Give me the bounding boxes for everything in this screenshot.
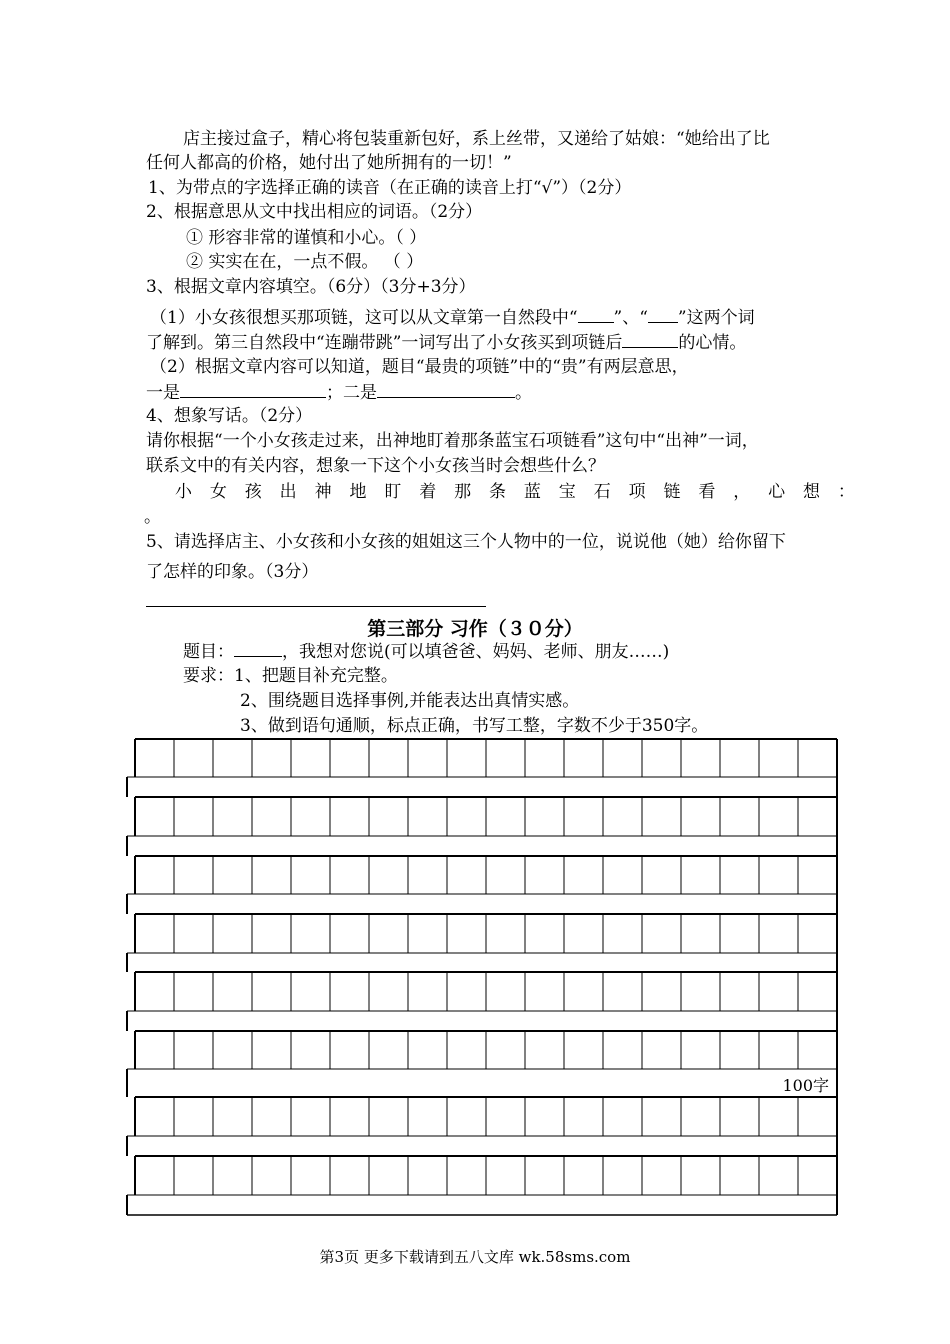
question-3-title: 3、根据文章内容填空。（6分）（3分+3分） bbox=[146, 277, 476, 297]
prompt-char: 石 bbox=[593, 482, 611, 502]
question-5-line-1: 5、请选择店主、小女孩和小女孩的姐姐这三个人物中的一位，说说他（她）给你留下 bbox=[146, 532, 786, 552]
blank-word-1[interactable] bbox=[578, 306, 614, 323]
question-2-item-1: ① 形容非常的谨慎和小心。（ ） bbox=[186, 228, 427, 248]
q3-p1-text-c: ”这两个词 bbox=[677, 308, 755, 328]
requirement-2: 2、围绕题目选择事例,并能表达出真情实感。 bbox=[240, 691, 580, 711]
prompt-char: 孩 bbox=[244, 482, 262, 502]
blank-mood[interactable] bbox=[622, 331, 678, 348]
requirement-3: 3、做到语句通顺，标点正确，书写工整，字数不少于350字。 bbox=[240, 716, 709, 736]
question-3-part-1 bbox=[150, 306, 755, 329]
prompt-char: 小 bbox=[175, 482, 192, 502]
question-4-line-1: 请你根据“一个小女孩走过来，出神地盯着那条蓝宝石项链看”这句中“出神”一词， bbox=[146, 431, 759, 451]
page-footer: 第3页 更多下载请到五八文库 wk.58sms.com bbox=[319, 1248, 631, 1266]
blank-meaning-1[interactable] bbox=[180, 381, 326, 398]
prompt-char: ： bbox=[837, 482, 855, 502]
prompt-char: 地 bbox=[349, 482, 367, 502]
prompt-char: 神 bbox=[314, 482, 332, 502]
prompt-char: 蓝 bbox=[523, 482, 541, 502]
q3-p2-sep: ；二是 bbox=[326, 383, 377, 403]
question-4-prompt bbox=[175, 481, 855, 503]
q3-p1-text-b: ”、“ bbox=[613, 308, 648, 328]
blank-word-2[interactable] bbox=[648, 306, 678, 323]
question-3-part-1-line-2 bbox=[146, 331, 746, 354]
prompt-char: 想 bbox=[803, 482, 821, 502]
prompt-char: 心 bbox=[768, 482, 786, 502]
question-3-part-2-answers bbox=[146, 381, 532, 404]
prompt-char: 出 bbox=[279, 482, 297, 502]
prompt-char: 项 bbox=[628, 482, 646, 502]
q3-p1-line2-text-a: 了解到。第三自然段中“连蹦带跳”一词写出了小女孩买到项链后 bbox=[146, 333, 623, 353]
prompt-char: 宝 bbox=[558, 482, 576, 502]
question-3-part-2: （2）根据文章内容可以知道，题目“最贵的项链”中的“贵”有两层意思， bbox=[150, 357, 689, 377]
grid-marker-100: 100字 bbox=[782, 1076, 829, 1095]
essay-topic-label: 题目： bbox=[183, 642, 234, 662]
question-4-title: 4、想象写话。（2分） bbox=[146, 406, 313, 426]
question-5-line-2: 了怎样的印象。（3分） bbox=[146, 562, 319, 582]
part-3-title: 第三部分 习作（３０分） bbox=[367, 618, 583, 640]
question-1: 1、为带点的字选择正确的读音（在正确的读音上打“√”）（2分） bbox=[148, 178, 632, 198]
essay-topic bbox=[183, 640, 669, 663]
prompt-char: 条 bbox=[489, 482, 507, 502]
prompt-char: 链 bbox=[663, 482, 681, 502]
question-4-end: 。 bbox=[144, 507, 161, 527]
story-line-1: 店主接过盒子，精心将包装重新包好，系上丝带，又递给了姑娘：“她给出了比 bbox=[183, 129, 770, 149]
prompt-char: 盯 bbox=[384, 482, 402, 502]
blank-meaning-2[interactable] bbox=[377, 381, 515, 398]
q3-p2-end: 。 bbox=[515, 383, 532, 403]
story-line-2: 任何人都高的价格，她付出了她所拥有的一切！” bbox=[146, 153, 512, 173]
q3-p1-text-a: （1）小女孩很想买那项链，这可以从文章第一自然段中“ bbox=[150, 308, 578, 328]
question-2-title: 2、根据意思从文中找出相应的词语。（2分） bbox=[146, 202, 483, 222]
requirement-1: 要求：1、把题目补充完整。 bbox=[183, 666, 398, 686]
question-2-item-2: ② 实实在在，一点不假。 （ ） bbox=[186, 252, 424, 272]
q3-p1-line2-text-b: 的心情。 bbox=[678, 333, 747, 353]
prompt-char: 那 bbox=[454, 482, 472, 502]
blank-topic[interactable] bbox=[234, 640, 282, 657]
prompt-char: 看 bbox=[698, 482, 716, 502]
essay-topic-rest: ，我想对您说(可以填爸爸、妈妈、老师、朋友……) bbox=[282, 642, 670, 662]
q3-p2-one-label: 一是 bbox=[146, 383, 180, 403]
answer-line[interactable] bbox=[146, 606, 486, 607]
prompt-char: 女 bbox=[209, 482, 227, 502]
prompt-char: ， bbox=[733, 482, 751, 502]
question-4-line-2: 联系文中的有关内容，想象一下这个小女孩当时会想些什么？ bbox=[146, 456, 605, 476]
prompt-char: 着 bbox=[419, 482, 437, 502]
